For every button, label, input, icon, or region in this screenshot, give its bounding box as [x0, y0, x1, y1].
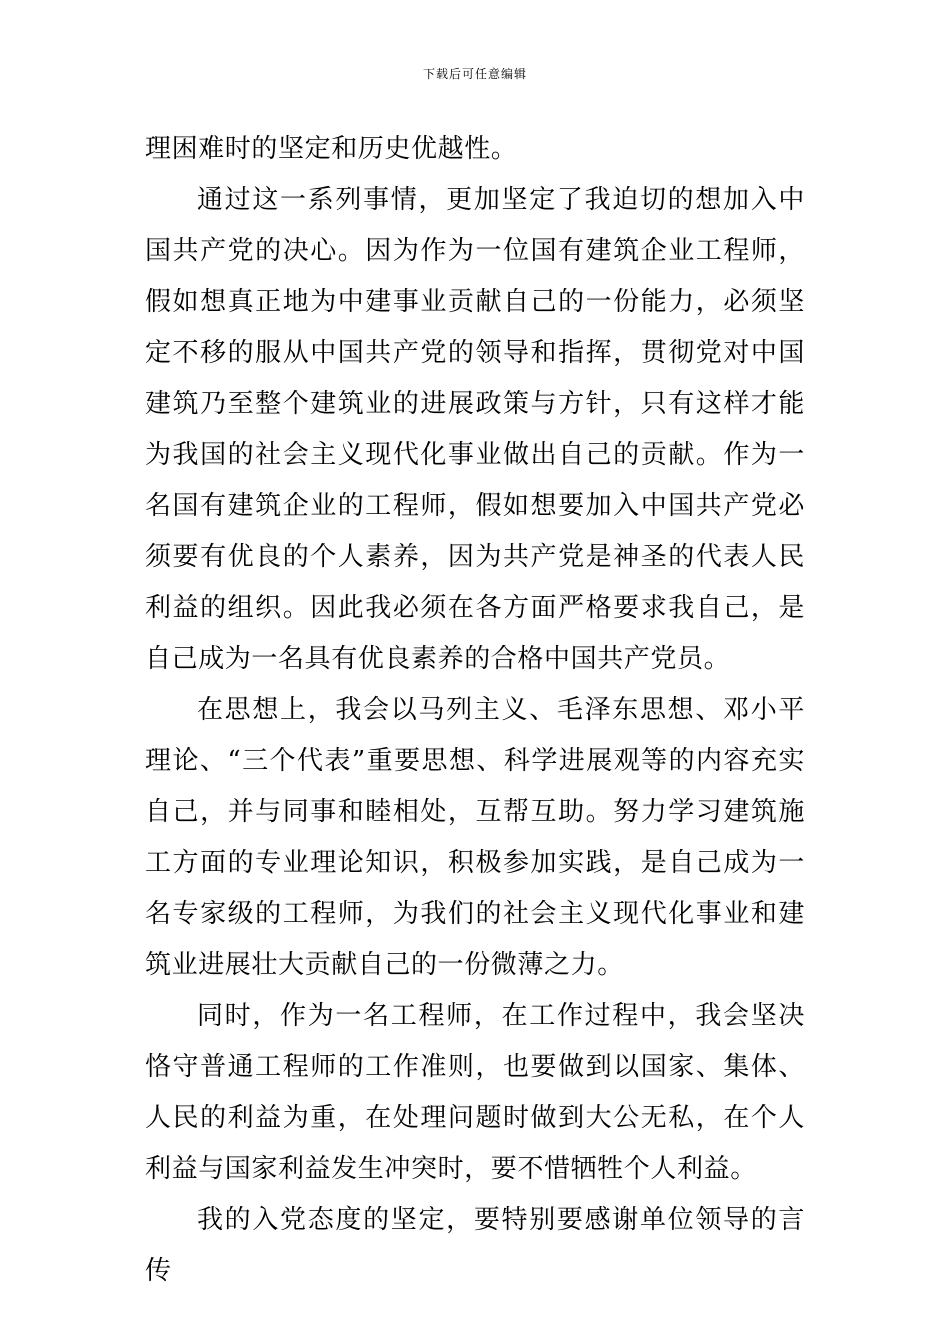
paragraph-ideology: 在思想上，我会以马列主义、毛泽东思想、邓小平理论、“三个代表”重要思想、科学进展观等的内容充实自己，并与同事和睦相处，互帮互助。努力学习建筑施工方面的专业理论知识，积极参加实践，是自己成为一名专家级的工程师，为我们的社会主义现代化事业和建筑业进展壮大贡献自己的一份微薄之力。: [145, 695, 805, 980]
page-header-note: 下载后可任意编辑: [422, 67, 527, 81]
paragraph-work-conduct: 同时，作为一名工程师，在工作过程中，我会坚决恪守普通工程师的工作准则，也要做到以国家、集体、人民的利益为重，在处理问题时做到大公无私，在个人利益与国家利益发生冲突时，要不惜牺牲个人利益。: [145, 1001, 805, 1184]
document-body: [145, 124, 805, 1297]
paragraph-gratitude: 我的入党态度的坚定，要特别要感谢单位领导的言传: [145, 1205, 805, 1286]
paragraph-continuation: 理困难时的坚定和历史优越性。: [145, 134, 518, 164]
paragraph-resolve: 通过这一系列事情，更加坚定了我迫切的想加入中国共产党的决心。因为作为一位国有建筑企业工程师，假如想真正地为中建事业贡献自己的一份能力，必须坚定不移的服从中国共产党的领导和指挥，贯彻党对中国建筑乃至整个建筑业的进展政策与方针，只有这样才能为我国的社会主义现代化事业做出自己的贡献。作为一名国有建筑企业的工程师，假如想要加入中国共产党必须要有优良的个人素养，因为共产党是神圣的代表人民利益的组织。因此我必须在各方面严格要求我自己，是自己成为一名具有优良素养的合格中国共产党员。: [145, 185, 805, 674]
